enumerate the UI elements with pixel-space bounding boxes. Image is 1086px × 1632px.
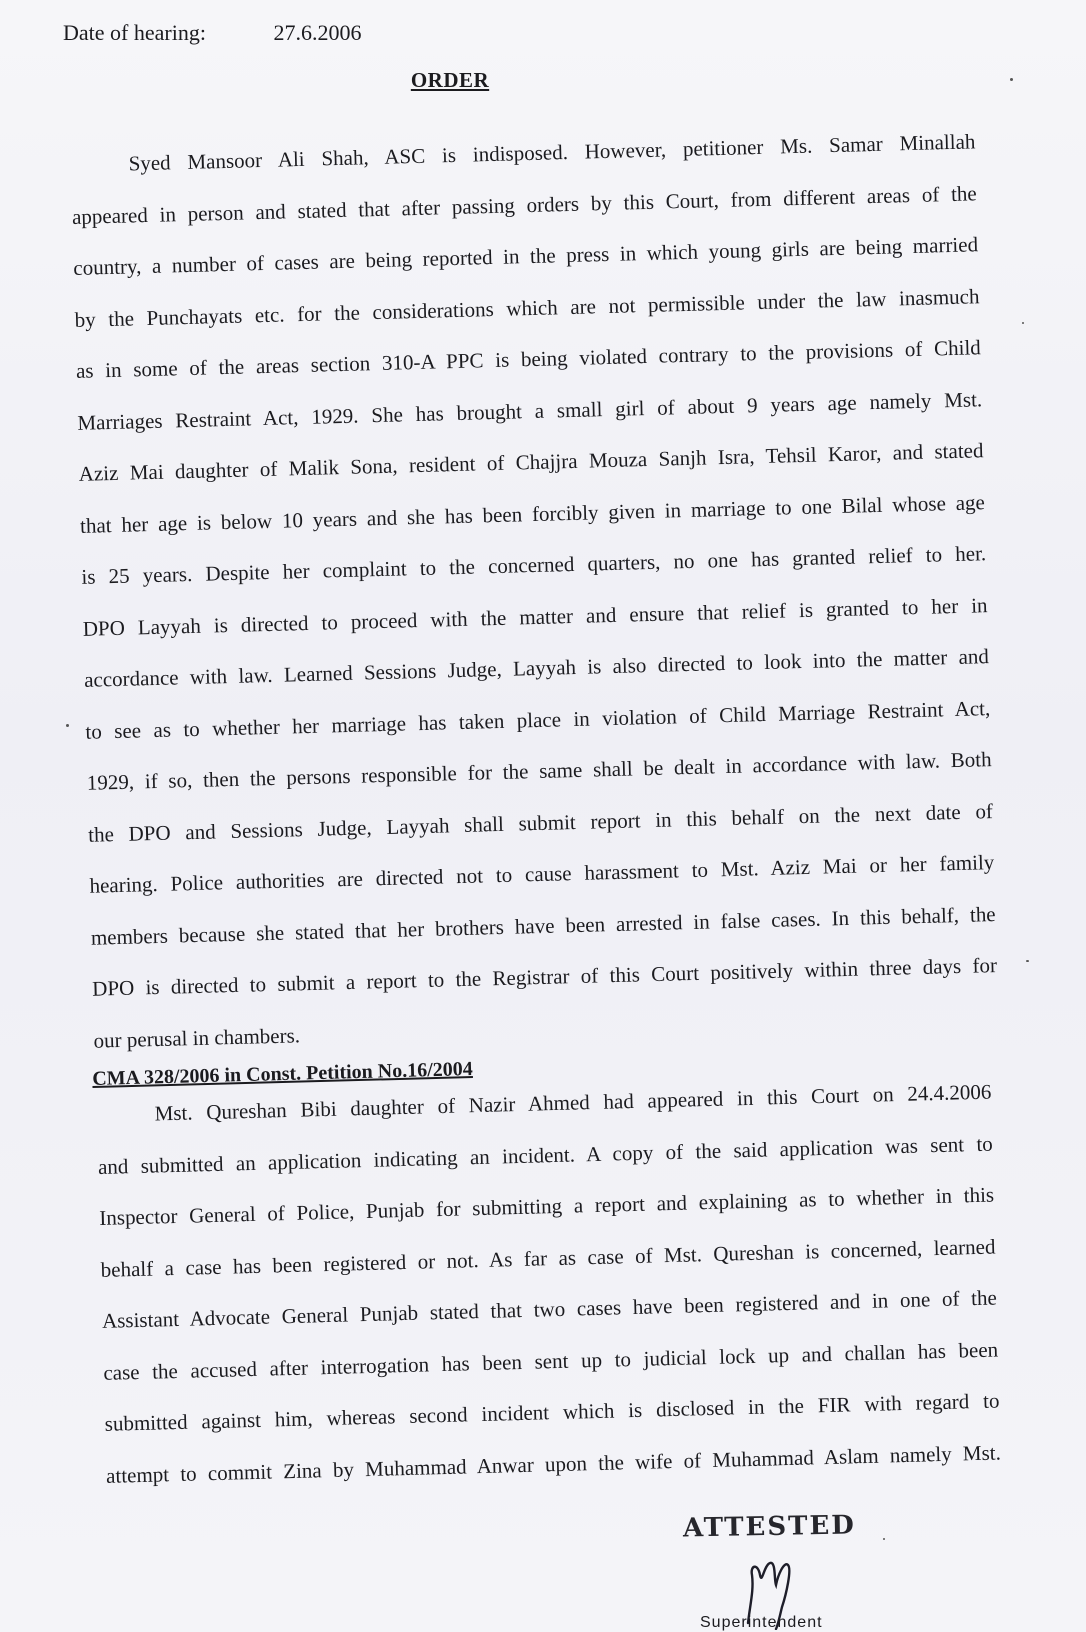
- paragraph-line: DPO Layyah is directed to proceed with the matter and ensure that relief is granted to her in: [82, 592, 988, 641]
- paragraph-line: Assistant Advocate General Punjab stated that two cases have been registered and in one of the: [101, 1285, 998, 1333]
- scan-speck: [1026, 960, 1029, 962]
- designation-label: Superintendent: [700, 1614, 823, 1631]
- paragraph-line: Aziz Mai daughter of Malik Sona, resident of Chajjra Mouza Sanjh Isra, Tehsil Karor, and stated: [78, 438, 984, 486]
- paragraph-line: is 25 years. Despite her complaint to the concerned quarters, no one has granted relief to her.: [81, 541, 987, 589]
- attested-stamp: ATTESTED: [682, 1510, 857, 1544]
- paragraph-line: Mst. Qureshan Bibi daughter of Nazir Ahmed had appeared in this Court on 24.4.2006: [154, 1079, 992, 1126]
- paragraph-line: the DPO and Sessions Judge, Layyah shall submit report in this behalf on the next date of: [87, 798, 994, 847]
- paragraph-line: our perusal in chambers.: [93, 1022, 301, 1053]
- paragraph-line: as in some of the areas section 310-A PPC is being violated contrary to the provisions of Child: [75, 335, 982, 383]
- paragraph-line: 1929, if so, then the persons responsible for the same shall be dealt in accordance with law. Both: [86, 747, 992, 795]
- paragraph-line: behalf a case has been registered or not. As far as case of Mst. Qureshan is concerned, learned: [100, 1234, 996, 1282]
- cma-paragraph: [96, 1067, 1001, 1502]
- date-label: Date of hearing:: [63, 20, 206, 45]
- paragraph-line: Marriages Restraint Act, 1929. She has brought a small girl of about 9 years age namely Mst.: [77, 386, 983, 435]
- paragraph-line: that her age is below 10 years and she has been forcibly given in marriage to one Bilal whose age: [79, 489, 986, 538]
- scan-speck: [1022, 322, 1024, 324]
- paragraph-line: DPO is directed to submit a report to the Registrar of this Court positively within three days for: [91, 953, 998, 1001]
- paragraph-line: members because she stated that her brothers have been arrested in false cases. In this behalf, the: [90, 901, 996, 950]
- hearing-date-line: [63, 20, 362, 46]
- paragraph-line: hearing. Police authorities are directed not to cause harassment to Mst. Aziz Mai or her family: [89, 850, 995, 898]
- paragraph-line: by the Punchayats etc. for the considerations which are not permissible under the law inasmuch: [74, 283, 980, 332]
- paragraph-line: and submitted an application indicating an incident. A copy of the said application was sent to: [97, 1131, 994, 1179]
- scan-speck: [883, 1538, 885, 1540]
- scan-speck: [66, 724, 69, 727]
- paragraph-line: submitted against him, whereas second incident which is disclosed in the FIR with regard to: [104, 1388, 1000, 1436]
- paragraph-line: case the accused after interrogation has been sent up to judicial lock up and challan has been: [103, 1336, 999, 1385]
- section-heading: CMA 328/2006 in Const. Petition No.16/2004: [92, 1058, 474, 1090]
- date-value: 27.6.2006: [273, 20, 362, 45]
- paragraph-line: country, a number of cases are being reported in the press in which young girls are being married: [73, 232, 979, 280]
- paragraph-line: accordance with law. Learned Sessions Judge, Layyah is also directed to look into the matter and: [83, 644, 990, 692]
- order-paragraph: [70, 116, 999, 1066]
- paragraph-line: appeared in person and stated that after passing orders by this Court, from different areas of the: [71, 180, 978, 229]
- paragraph-line: to see as to whether her marriage has taken place in violation of Child Marriage Restraint Act,: [85, 695, 991, 744]
- paragraph-line: Syed Mansoor Ali Shah, ASC is indisposed. However, petitioner Ms. Samar Minallah: [128, 129, 976, 176]
- order-title: ORDER: [410, 68, 490, 92]
- paragraph-line: Inspector General of Police, Punjab for submitting a report and explaining as to whether in this: [99, 1182, 995, 1230]
- paragraph-line: attempt to commit Zina by Muhammad Anwar upon the wife of Muhammad Aslam namely Mst.: [105, 1439, 1002, 1488]
- scan-speck: [1010, 78, 1013, 81]
